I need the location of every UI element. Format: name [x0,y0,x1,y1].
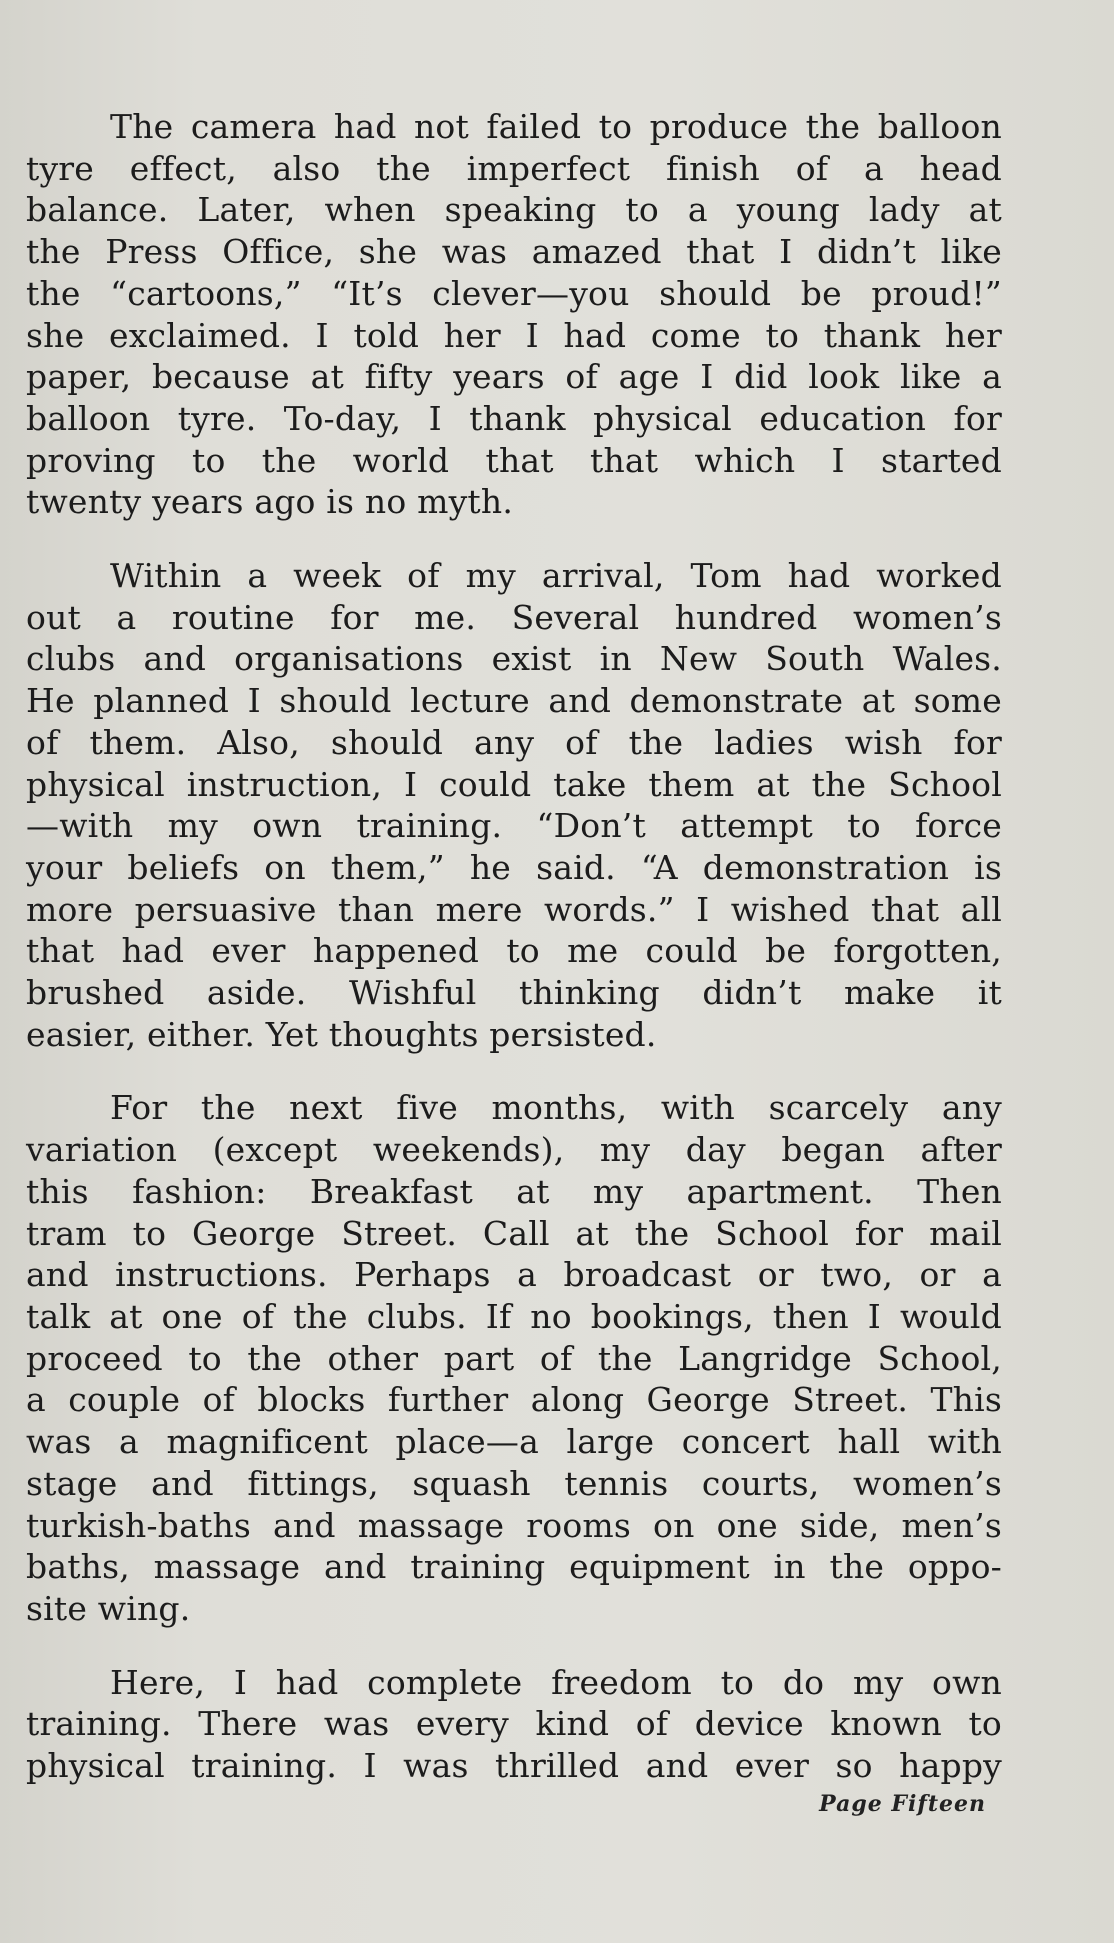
text-line: a couple of blocks further along George Street. This [26,1380,1002,1420]
text-line: site wing. [26,1588,191,1628]
text-line: For the next five months, with scarcely any [110,1088,1002,1128]
text-line: twenty years ago is no myth. [26,482,514,522]
page-number: Page Fifteen [819,1791,986,1817]
paragraph-1 [26,106,1002,523]
body-text [26,106,1002,1819]
text-line: out a routine for me. Several hundred women’s [26,597,1002,637]
text-line: the Press Office, she was amazed that I didn’t like [26,232,1002,272]
text-line: Here, I had complete freedom to do my own [110,1662,1002,1702]
text-line: stage and fittings, squash tennis courts, women’s [26,1463,1002,1503]
text-line: He planned I should lecture and demonstrate at some [26,681,1002,721]
text-line: clubs and organisations exist in New South Wales. [26,639,1002,679]
text-line: and instructions. Perhaps a broadcast or two, or a [26,1255,1002,1295]
text-line: this fashion: Breakfast at my apartment. Then [26,1171,1002,1211]
text-line: physical training. I was thrilled and ever so happy [26,1746,1002,1786]
text-line: your beliefs on them,” he said. “A demonstration is [26,847,1002,887]
text-line: paper, because at fifty years of age I did look like a [26,357,1002,397]
text-line: —with my own training. “Don’t attempt to force [26,806,1002,846]
text-line: more persuasive than mere words.” I wished that all [26,889,1002,929]
text-line: brushed aside. Wishful thinking didn’t make it [26,973,1002,1013]
text-line: the “cartoons,” “It’s clever—you should be proud!” [26,273,1002,313]
paragraph-2 [26,555,1002,1055]
text-line: talk at one of the clubs. If no bookings, then I would [26,1296,1002,1336]
text-line: turkish-baths and massage rooms on one side, men’s [26,1505,1002,1545]
text-line: tram to George Street. Call at the School for mail [26,1213,1002,1253]
text-line: proceed to the other part of the Langridge School, [26,1338,1002,1378]
paragraph-3 [26,1087,1002,1629]
text-line: physical instruction, I could take them at the School [26,764,1002,804]
text-line: of them. Also, should any of the ladies wish for [26,722,1002,762]
text-line: she exclaimed. I told her I had come to thank her [26,315,1002,355]
text-line: that had ever happened to me could be forgotten, [26,931,1002,971]
text-line: Within a week of my arrival, Tom had worked [110,556,1002,596]
text-line: training. There was every kind of device known to [26,1704,1002,1744]
text-line: was a magnificent place—a large concert hall with [26,1422,1002,1462]
text-line: balance. Later, when speaking to a young lady at [26,190,1002,230]
text-line: easier, either. Yet thoughts persisted. [26,1014,657,1054]
text-line: variation (except weekends), my day began after [26,1130,1002,1170]
text-line: tyre effect, also the imperfect finish of a head [26,148,1002,188]
text-line: baths, massage and training equipment in the oppo- [26,1547,1002,1587]
text-line: balloon tyre. To-day, I thank physical education for [26,398,1002,438]
text-line: The camera had not failed to produce the balloon [110,107,1002,146]
text-line: proving to the world that that which I started [26,440,1002,480]
paragraph-4 [26,1662,1002,1787]
